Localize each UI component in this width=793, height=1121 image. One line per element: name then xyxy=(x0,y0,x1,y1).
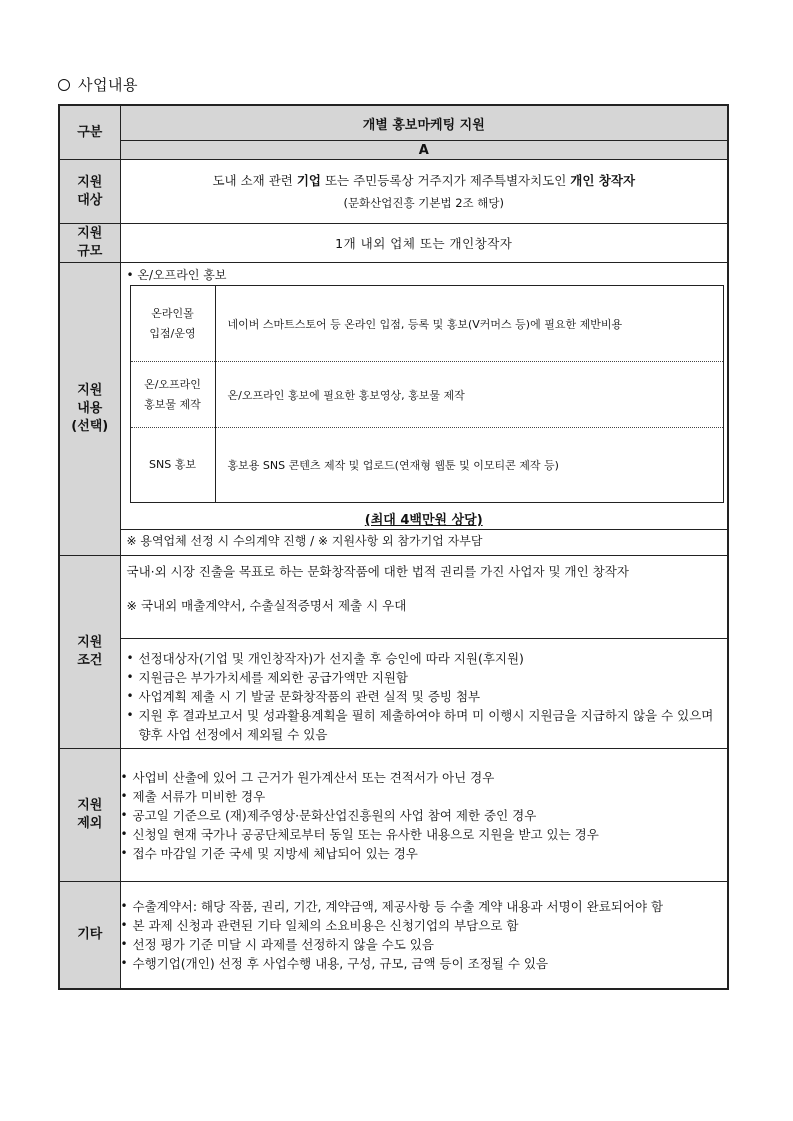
content-inner-table xyxy=(130,285,724,503)
content-label: 지원 내용 (선택) xyxy=(59,263,120,556)
target-text-mid: 또는 주민등록상 거주지가 제주특별자치도인 xyxy=(321,172,571,188)
exclusions-list xyxy=(121,768,728,863)
exclusions-label: 지원 제외 xyxy=(59,749,120,882)
max-amount-text: (최대 4백만원 상당) xyxy=(364,513,483,528)
conditions-list-block xyxy=(121,639,728,748)
list-item: • 신청일 현재 국가나 공공단체로부터 동일 또는 유사한 내용으로 지원을 받고 있는 경우 xyxy=(121,825,728,844)
other-label: 기타 xyxy=(59,882,120,990)
target-bold-creator: 개인 창작자 xyxy=(570,172,636,188)
content-row-value: 홍보용 SNS 콘텐츠 제작 및 업로드(연재형 웹툰 및 이모티콘 제작 등) xyxy=(227,459,559,472)
list-item: • 수행기업(개인) 선정 후 사업수행 내용, 구성, 규모, 금액 등이 조정될 수 있음 xyxy=(121,954,728,973)
max-amount xyxy=(127,509,722,529)
target-cell xyxy=(120,160,728,224)
content-row-value: 네이버 스마트스토어 등 온라인 입점, 등록 및 홍보(V커머스 등)에 필요한 제반비용 xyxy=(215,286,723,362)
list-item: • 수출계약서: 해당 작품, 권리, 기간, 계약금액, 제공사항 등 수출 계약 내용과 서명이 완료되어야 함 xyxy=(121,897,728,916)
content-row-key: SNS 홍보 xyxy=(130,428,215,503)
other-list xyxy=(121,897,728,973)
list-item: • 선정 평가 기준 미달 시 과제를 선정하지 않을 수도 있음 xyxy=(121,935,728,954)
circle-bullet-icon xyxy=(58,79,70,91)
content-bullet-text: 온/오프라인 홍보 xyxy=(137,268,227,282)
content-cell xyxy=(120,263,728,556)
list-item: • 접수 마감일 기준 국세 및 지방세 체납되어 있는 경우 xyxy=(121,844,728,863)
list-item: • 공고일 기준으로 (재)제주영상·문화산업진흥원의 사업 참여 제한 중인 경우 xyxy=(121,806,728,825)
conditions-intro-block xyxy=(121,556,728,639)
scale-text: 1개 내외 업체 또는 개인창작자 xyxy=(120,224,728,263)
list-item: • 본 과제 신청과 관련된 기타 일체의 소요비용은 신청기업의 부담으로 함 xyxy=(121,916,728,935)
list-item: • 선정대상자(기업 및 개인창작자)가 선지출 후 승인에 따라 지원(후지원) xyxy=(127,649,722,668)
content-row-key: 온/오프라인 홍보물 제작 xyxy=(130,362,215,428)
section-title: 사업내용 xyxy=(78,76,138,94)
content-bullet: • 온/오프라인 홍보 xyxy=(126,268,227,282)
content-row-key: 온라인몰 입점/운영 xyxy=(130,286,215,362)
list-item: • 사업비 산출에 있어 그 근거가 원가계산서 또는 견적서가 아닌 경우 xyxy=(121,768,728,787)
conditions-label: 지원 조건 xyxy=(59,556,120,749)
scale-label: 지원 규모 xyxy=(59,224,120,263)
conditions-preference: ※ 국내외 매출계약서, 수출실적증명서 제출 시 우대 xyxy=(126,598,407,613)
conditions-intro: 국내·외 시장 진출을 목표로 하는 문화창작품에 대한 법적 권리를 가진 사업자 및 개인 창작자 xyxy=(126,564,629,579)
conditions-cell xyxy=(120,556,728,749)
exclusions-cell xyxy=(120,749,728,882)
list-item: • 지원 후 결과보고서 및 성과활용계획을 필히 제출하여야 하며 미 이행시 지원금을 지급하지 않을 수 있으며 향후 사업 선정에서 제외될 수 있음 xyxy=(127,706,722,744)
header-label: 구분 xyxy=(59,105,120,160)
conditions-list xyxy=(127,649,722,744)
list-item: • 사업계획 제출 시 기 발굴 문화창작품의 관련 실적 및 증빙 첨부 xyxy=(127,687,722,706)
target-label: 지원 대상 xyxy=(59,160,120,224)
target-text-pre: 도내 소재 관련 xyxy=(212,172,297,188)
list-item: • 제출 서류가 미비한 경우 xyxy=(121,787,728,806)
target-bold-company: 기업 xyxy=(296,172,321,188)
section-heading xyxy=(58,74,138,95)
list-item: • 지원금은 부가가치세를 제외한 공급가액만 지원함 xyxy=(127,668,722,687)
other-cell xyxy=(120,882,728,990)
content-row-value: 온/오프라인 홍보에 필요한 홍보영상, 홍보물 제작 xyxy=(215,362,723,428)
program-name: 개별 홍보마케팅 지원 xyxy=(120,105,728,141)
program-table xyxy=(58,104,729,990)
content-note: ※ 용역업체 선정 시 수의계약 진행 / ※ 지원사항 외 참가기업 자부담 xyxy=(121,529,728,552)
target-subnote: (문화산업진흥 기본법 2조 해당) xyxy=(343,195,505,210)
program-type: A xyxy=(120,141,728,160)
